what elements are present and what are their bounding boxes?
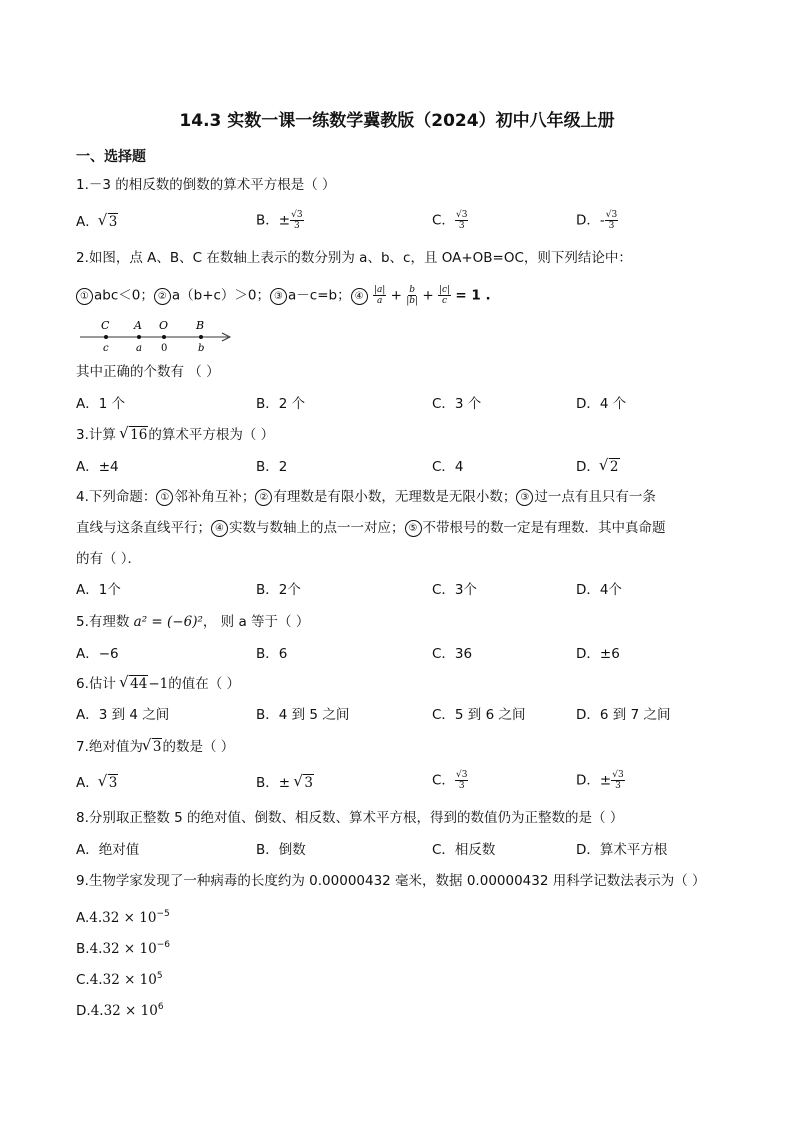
option-label: D.: [76, 1003, 91, 1019]
fraction: $\frac{|c|}{c}$: [438, 285, 451, 306]
q4-option-c: C．3个: [432, 582, 478, 598]
sqrt-expression: √ 3: [99, 773, 119, 793]
question-6-stem: 6.估计 √ 44−1的值在（ ）: [76, 674, 240, 694]
q9-option-c: $C.4.32 \times 10^5$: [76, 971, 163, 988]
label-c: c: [103, 343, 109, 354]
q4-option-a: A．1个: [76, 582, 121, 598]
point-a: [137, 335, 141, 339]
fraction: $\frac{√3}{3}$: [605, 210, 618, 231]
label-A: A: [134, 319, 142, 332]
option-label: B．±: [256, 212, 291, 229]
q8-option-a: A．绝对值: [76, 842, 140, 858]
option-label: D．-: [576, 212, 605, 229]
q4-option-b: B．2个: [256, 582, 301, 598]
circled-number: ②: [255, 489, 272, 506]
point-c: [104, 335, 108, 339]
label-b: b: [198, 343, 205, 354]
fraction: $\frac{√3}{3}$: [612, 770, 624, 791]
sqrt-expression: √ 3: [99, 212, 119, 232]
q5-option-d: D．±6: [576, 646, 620, 662]
q8-option-c: C．相反数: [432, 842, 496, 858]
q1-option-b: [256, 210, 304, 231]
q9-option-b: $B.4.32 \times 10^{-6}$: [76, 940, 170, 957]
q3-option-a: A．±4: [76, 459, 119, 475]
question-4-line-3: 的有（ ）．: [76, 551, 142, 567]
q6-option-a: A．3 到 4 之间: [76, 707, 170, 723]
sqrt-expression: √ 16: [120, 425, 148, 445]
q1-option-a: [76, 212, 118, 232]
question-3-stem: 3.计算 √ 16的算术平方根为（ ）: [76, 425, 274, 445]
q9-option-d: $D.4.32 \times 10^6$: [76, 1002, 164, 1019]
option-label: C．: [432, 772, 455, 789]
point-b: [199, 335, 203, 339]
question-2-statements: ① abc＜0； ② a（b+c）＞0； ③ a－c=b； ④ $\frac{|a|}{a}$ + $\frac{b}{|b|}$ + $\frac{|c|}{c}$ = 1 .: [76, 285, 491, 306]
fraction: $\frac{√3}{3}$: [455, 210, 468, 231]
option-label: C．: [432, 212, 455, 229]
q8-option-d: D．算术平方根: [576, 842, 668, 858]
q2-option-a: A．1 个: [76, 396, 126, 412]
sqrt-expression: √ 2: [600, 457, 620, 477]
q3-option-c: C．4: [432, 459, 464, 475]
q7-option-c: [432, 770, 468, 791]
question-1-stem: 1.－3 的相反数的倒数的算术平方根是（ ）: [76, 177, 336, 193]
circled-number: ③: [516, 489, 533, 506]
option-label: D．±: [576, 772, 612, 789]
question-4-line-2: 直线与这条直线平行； ④ 实数与数轴上的点一一对应； ⑤ 不带根号的数一定是有理数．其中真命题: [76, 520, 666, 536]
sqrt-expression: √ 3: [143, 737, 163, 757]
option-label: A．: [76, 775, 99, 791]
q3-option-d: [576, 457, 620, 477]
question-7-stem: 7.绝对值为√ 3的数是（ ）: [76, 737, 234, 757]
q1-option-c: [432, 210, 468, 231]
fraction: $\frac{b}{|b|}$: [406, 285, 419, 306]
question-4-line-1: 4.下列命题： ① 邻补角互补； ② 有理数是有限小数，无理数是无限小数； ③ 过一点有且只有一条: [76, 489, 656, 505]
point-o: [162, 335, 166, 339]
equation: a² = (−6)²: [133, 614, 203, 630]
q6-option-b: B．4 到 5 之间: [256, 707, 350, 723]
option-label: B．±: [256, 775, 291, 791]
q4-option-d: D．4个: [576, 582, 622, 598]
q6-option-d: D．6 到 7 之间: [576, 707, 671, 723]
question-5-stem: 5.有理数 a² = (−6)²， 则 a 等于（ ）: [76, 614, 310, 630]
sqrt-expression: √ 44: [120, 674, 148, 694]
question-2-prompt: 其中正确的个数有 （ ）: [76, 364, 220, 380]
q7-option-b: [256, 773, 314, 793]
q2-option-d: D．4 个: [576, 396, 627, 412]
q5-option-a: A．−6: [76, 646, 119, 662]
option-label: D．: [576, 459, 600, 475]
q5-option-b: B．6: [256, 646, 288, 662]
section-heading: 一、选择题: [76, 149, 146, 165]
fraction: $\frac{√3}{3}$: [455, 770, 468, 791]
page-title: 14.3 实数一课一练数学冀教版（2024）初中八年级上册: [179, 111, 615, 131]
label-0: 0: [161, 343, 168, 354]
number-line-figure: [78, 318, 238, 356]
option-label: A．: [76, 214, 99, 230]
q3-option-b: B．2: [256, 459, 288, 475]
circled-number: ①: [76, 288, 93, 305]
q8-option-b: B．倒数: [256, 842, 306, 858]
question-9-stem: 9.生物学家发现了一种病毒的长度约为 0.00000432 毫米，数据 0.00000432 用科学记数法表示为（ ）: [76, 873, 706, 889]
label-C: C: [101, 319, 110, 332]
q5-option-c: C．36: [432, 646, 473, 662]
question-2-stem: 2.如图，点 A、B、C 在数轴上表示的数分别为 a、b、c，且 OA+OB=OC，则下列结论中：: [76, 250, 632, 266]
question-8-stem: 8.分别取正整数 5 的绝对值、倒数、相反数、算术平方根，得到的数值仍为正整数的是（ ）: [76, 810, 624, 826]
circled-number: ①: [156, 489, 173, 506]
option-label: C.: [76, 972, 90, 988]
q1-option-d: [576, 210, 618, 231]
sqrt-expression: √ 3: [294, 773, 314, 793]
option-label: A.: [76, 910, 90, 926]
q9-option-a: $A.4.32 \times 10^{-5}$: [76, 909, 170, 926]
q6-option-c: C．5 到 6 之间: [432, 707, 526, 723]
label-O: O: [159, 319, 169, 332]
label-a: a: [136, 343, 142, 354]
fraction: $\frac{|a|}{a}$: [373, 285, 386, 306]
circled-number: ③: [270, 288, 287, 305]
label-B: B: [196, 319, 205, 332]
circled-number: ②: [154, 288, 171, 305]
circled-number: ⑤: [405, 520, 422, 537]
fraction: $\frac{√3}{3}$: [291, 210, 303, 231]
circled-number: ④: [351, 288, 368, 305]
q2-option-c: C．3 个: [432, 396, 482, 412]
option-label: B.: [76, 941, 90, 957]
q2-option-b: B．2 个: [256, 396, 306, 412]
circled-number: ④: [211, 520, 228, 537]
q7-option-d: [576, 770, 625, 791]
q7-option-a: [76, 773, 118, 793]
